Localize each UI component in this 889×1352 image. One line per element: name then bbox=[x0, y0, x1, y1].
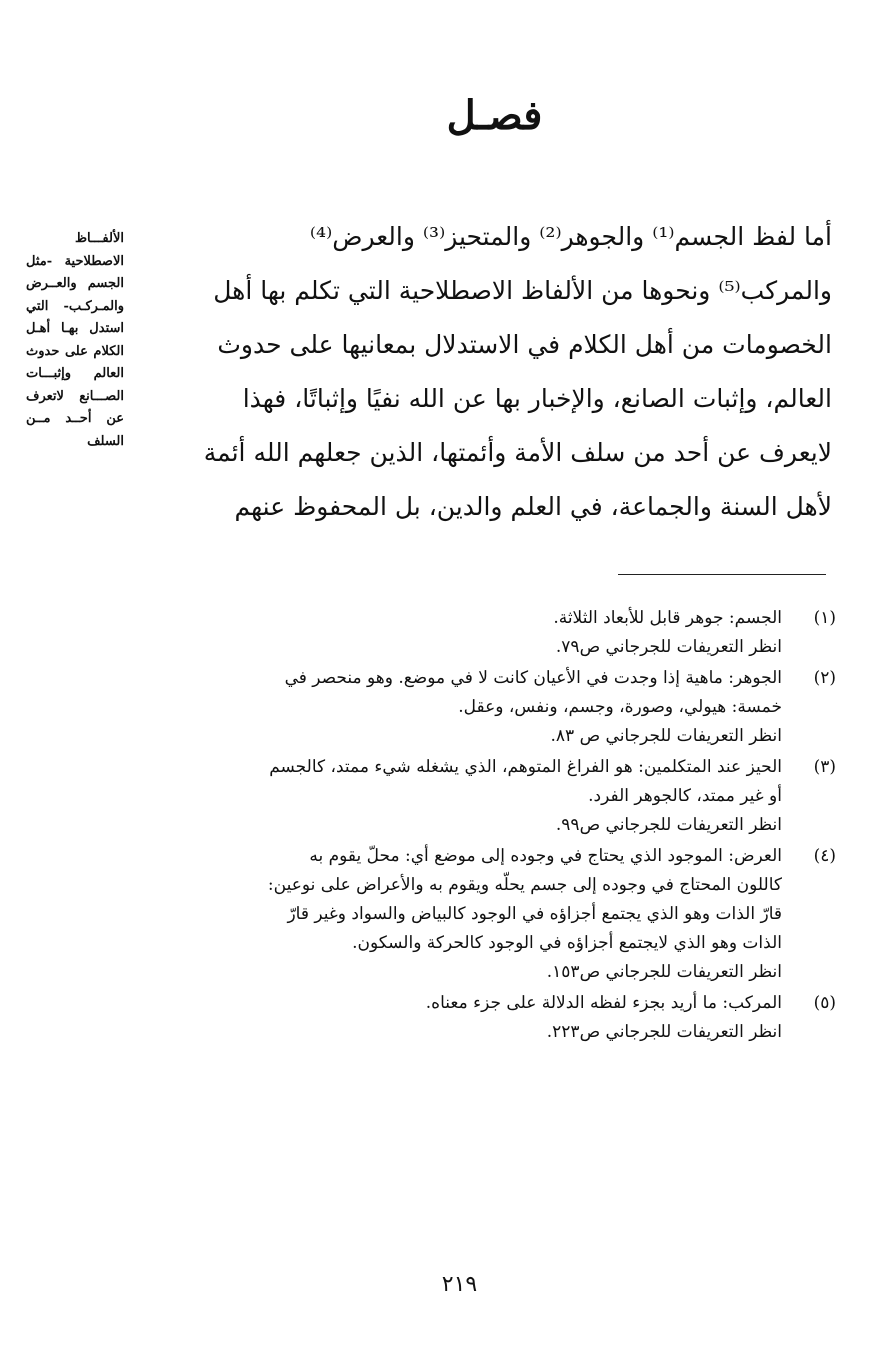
footnote bbox=[160, 664, 836, 751]
main-line: العالم، وإثبات الصانع، والإخبار بها عن الله نفيًا وإثباتًا، فهذا bbox=[242, 384, 832, 413]
main-line: أما لفظ الجسم⁽¹⁾ والجوهر⁽²⁾ والمتحيز⁽³⁾ والعرض⁽⁴⁾ bbox=[309, 222, 832, 251]
footnote-line: الذات وهو الذي لايجتمع أجزاؤه في الوجود كالحركة والسكون. bbox=[352, 933, 782, 953]
footnote-divider bbox=[618, 574, 826, 575]
footnote-line: كاللون المحتاج في وجوده إلى جسم يحلّه ويقوم به والأعراض على نوعين: bbox=[267, 875, 782, 895]
footnote bbox=[160, 753, 836, 840]
footnote-line: خمسة: هيولي، وصورة، وجسم، ونفس، وعقل. bbox=[458, 697, 782, 717]
footnote-line: انظر التعريفات للجرجاني ص٩٩. bbox=[555, 815, 782, 835]
footnote-line: المركب: ما أريد بجزء لفظه الدلالة على جزء معناه. bbox=[425, 993, 782, 1013]
footnote bbox=[160, 842, 836, 987]
footnote-line: انظر التعريفات للجرجاني ص ٨٣. bbox=[550, 726, 782, 746]
footnote-line: أو غير ممتد، كالجوهر الفرد. bbox=[588, 786, 782, 806]
footnote-line: انظر التعريفات للجرجاني ص١٥٣. bbox=[546, 962, 782, 982]
footnote-line: العرض: الموجود الذي يحتاج في وجوده إلى موضع أي: محلّ يقوم به bbox=[309, 846, 782, 866]
footnote-line: الحيز عند المتكلمين: هو الفراغ المتوهم، الذي يشغله شيء ممتد، كالجسم bbox=[269, 757, 782, 777]
main-line: لأهل السنة والجماعة، في العلم والدين، بل المحفوظ عنهم bbox=[234, 492, 832, 521]
footnote-line: الجسم: جوهر قابل للأبعاد الثلاثة. bbox=[553, 608, 782, 628]
page-number: ٢١٩ bbox=[441, 1272, 478, 1297]
footnote-line: انظر التعريفات للجرجاني ص٧٩. bbox=[555, 637, 782, 657]
chapter-title: فصـل bbox=[446, 92, 543, 139]
footnote-line: انظر التعريفات للجرجاني ص٢٢٣. bbox=[546, 1022, 782, 1042]
footnote bbox=[160, 604, 836, 662]
footnote-number: (١) bbox=[813, 608, 836, 628]
footnote-line: قارّ الذات وهو الذي يجتمع أجزاؤه في الوجود كالبياض والسواد وغير قارّ bbox=[287, 904, 782, 924]
footnotes bbox=[160, 604, 836, 1049]
footnote-number: (٣) bbox=[813, 757, 836, 777]
main-text bbox=[160, 210, 832, 534]
footnote bbox=[160, 989, 836, 1047]
main-line: لايعرف عن أحد من سلف الأمة وأئمتها، الذين جعلهم الله أئمة bbox=[203, 438, 832, 467]
footnote-number: (٥) bbox=[813, 993, 836, 1013]
footnote-number: (٢) bbox=[813, 668, 836, 688]
main-line: الخصومات من أهل الكلام في الاستدلال بمعانيها على حدوث bbox=[217, 330, 832, 359]
main-line: والمركب⁽⁵⁾ ونحوها من الألفاظ الاصطلاحية التي تكلم بها أهل bbox=[213, 276, 832, 305]
footnote-line: الجوهر: ماهية إذا وجدت في الأعيان كانت لا في موضع. وهو منحصر في bbox=[284, 668, 782, 688]
footnote-number: (٤) bbox=[813, 846, 836, 866]
margin-note: الألفـــاظ الاصطلاحية -مثل الجسم والعــرض والمـركـب- التي استدل بهـا أهـل الكلام على حدوث العالم وإثبـــات الصـــانع لاتعرف عن أحــد مــن السلف bbox=[26, 231, 124, 449]
